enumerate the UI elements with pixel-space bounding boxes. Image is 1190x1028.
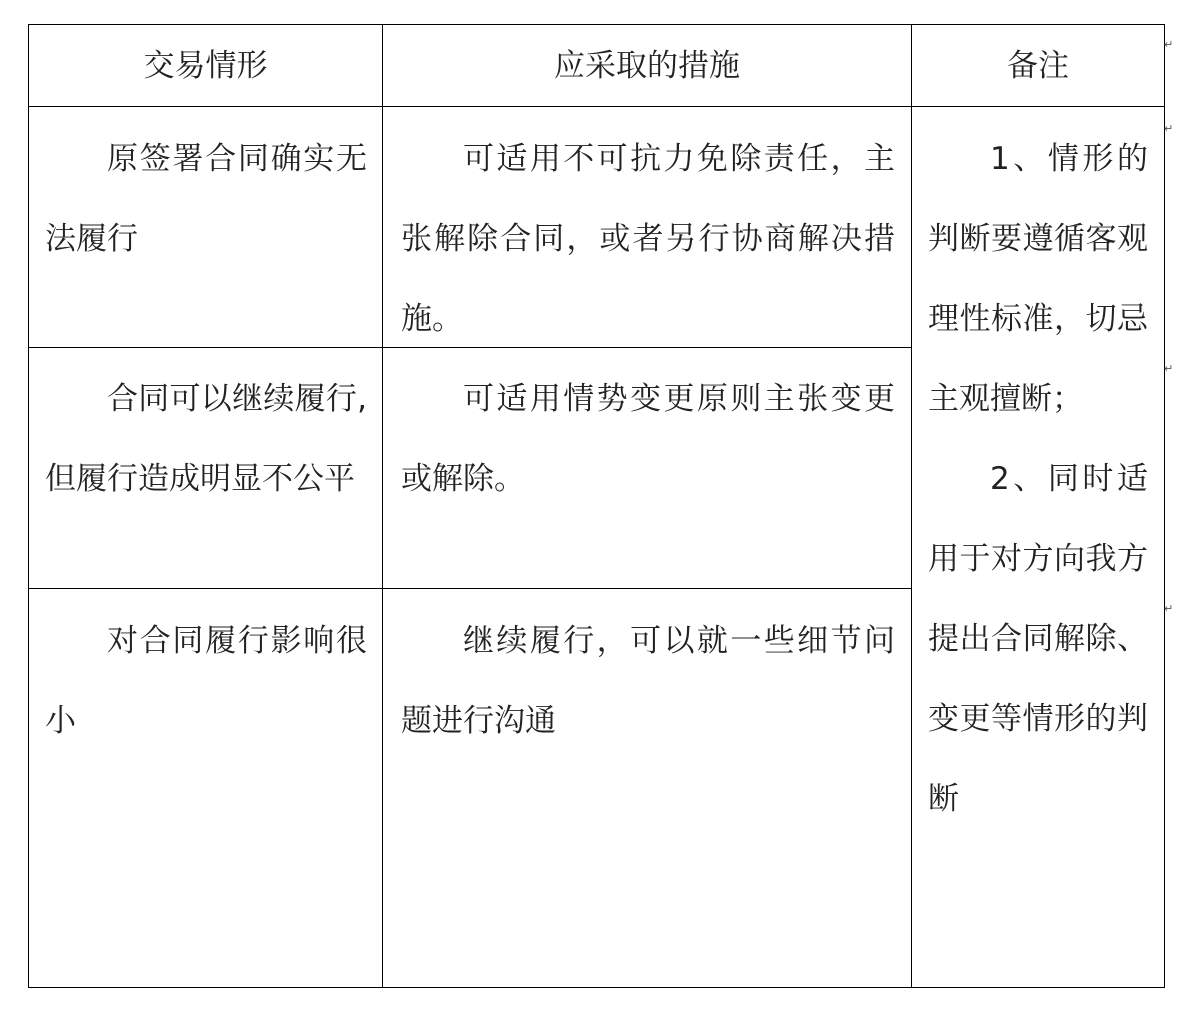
remark-item-1: 1、情形的判断要遵循客观理性标准，切忌主观擅断； bbox=[928, 141, 1148, 417]
remarks-cell bbox=[928, 119, 1148, 839]
row2-situation: 合同可以继续履行,但履行造成明显不公平 bbox=[45, 381, 367, 497]
paragraph-mark-icon: ↵ bbox=[1164, 38, 1174, 51]
header-remarks: 备注 bbox=[1007, 48, 1069, 84]
paragraph-mark-icon: ↵ bbox=[1164, 362, 1174, 375]
row1-measure: 可适用不可抗力免除责任，主张解除合同，或者另行协商解决措施。 bbox=[401, 141, 895, 337]
row3-situation: 对合同履行影响很小 bbox=[45, 623, 367, 739]
header-situation: 交易情形 bbox=[143, 48, 268, 84]
paragraph-mark-icon: ↵ bbox=[1164, 122, 1174, 135]
row2-measure: 可适用情势变更原则主张变更或解除。 bbox=[401, 381, 895, 497]
row3-measure: 继续履行，可以就一些细节问题进行沟通 bbox=[401, 623, 895, 739]
header-measure: 应采取的措施 bbox=[554, 48, 740, 84]
header-divider bbox=[29, 106, 1164, 107]
row-divider bbox=[29, 588, 911, 589]
paragraph-mark-icon: ↵ bbox=[1164, 602, 1174, 615]
measures-table bbox=[28, 24, 1165, 988]
row1-situation: 原签署合同确实无法履行 bbox=[45, 141, 367, 257]
column-divider bbox=[911, 25, 912, 987]
remark-item-2: 2、同时适用于对方向我方提出合同解除、变更等情形的判断 bbox=[928, 461, 1148, 817]
column-divider bbox=[382, 25, 383, 987]
